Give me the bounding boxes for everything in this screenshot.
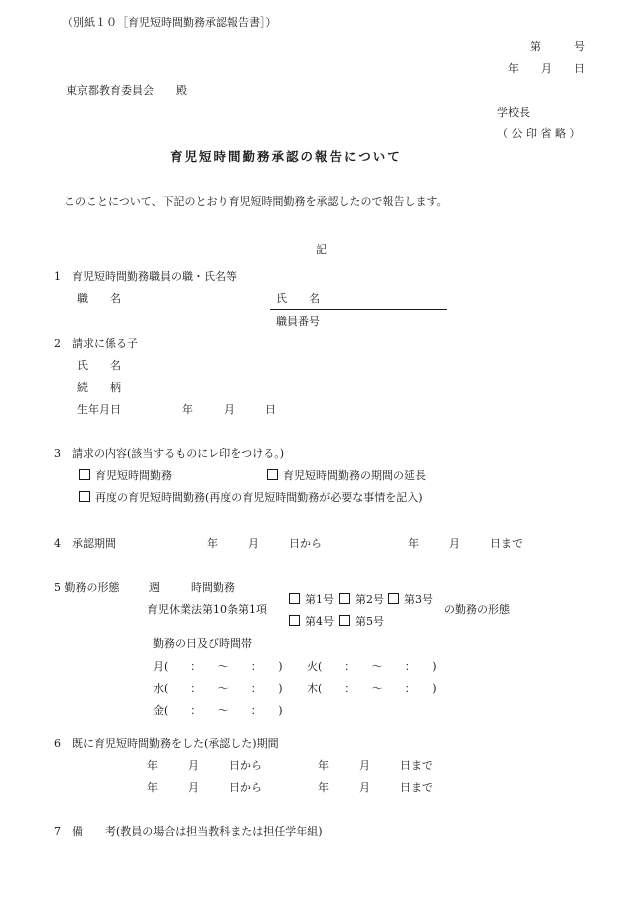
approval-until: 日まで [490,537,523,550]
option-no5-label: 第5号 [355,615,384,628]
addressee: 東京都教育委員会 殿 [66,84,187,97]
form-label: （別紙１０［育児短時間勤務承認報告書］） [62,16,277,29]
form-suffix: の勤務の形態 [444,603,510,616]
section-1-heading: 1 育児短時間勤務職員の職・氏名等 [54,270,237,283]
prev2-end-year: 年 [318,781,329,794]
birth-month-label: 月 [224,403,235,416]
thu-time: 木( ： ～ ： ) [307,682,437,695]
checkbox-again[interactable] [79,491,90,502]
ki-label: 記 [316,243,327,256]
section-4-heading: 4 承認期間 [54,537,116,550]
tue-time: 火( ： ～ ： ) [307,660,437,673]
wed-time: 水( ： ～ ： ) [153,682,283,695]
option-no4[interactable] [289,615,334,629]
checkbox-no3[interactable] [388,593,399,604]
option-extension-label: 育児短時間勤務の期間の延長 [283,469,426,482]
checkbox-short-time[interactable] [79,469,90,480]
document-date: 年 月 日 [508,62,585,75]
option-no4-label: 第4号 [305,615,334,628]
checkbox-no1[interactable] [289,593,300,604]
section-3-heading: 3 請求の内容(該当するものにレ印をつける。) [54,447,285,460]
prev2-start-month: 月 [188,781,199,794]
section-5-heading: 5 勤務の形態 [54,581,120,594]
prev1-from: 日から [229,759,262,772]
prev1-end-year: 年 [318,759,329,772]
law-label: 育児休業法第10条第1項 [147,603,267,616]
option-short-time[interactable] [79,469,172,483]
intro-text: このことについて、下記のとおり育児短時間勤務を承認したので報告します。 [64,195,448,208]
relation-label: 続 柄 [77,381,121,394]
section-7-heading: 7 備 考(教員の場合は担当教科または担任学年組) [54,825,323,838]
prev1-start-year: 年 [147,759,158,772]
option-no2[interactable] [339,593,384,607]
days-label: 勤務の日及び時間帯 [153,637,252,650]
fri-time: 金( ： ～ ： ) [153,704,283,717]
position-label: 職 名 [77,292,121,305]
option-short-time-label: 育児短時間勤務 [95,469,172,482]
option-no5[interactable] [339,615,384,629]
option-again-label: 再度の育児短時間勤務(再度の育児短時間勤務が必要な事情を記入) [95,491,423,504]
approval-end-month: 月 [449,537,460,550]
principal-label: 学校長 [497,106,530,119]
birthdate-label: 生年月日 [77,403,121,416]
section-6-heading: 6 既に育児短時間勤務をした(承認した)期間 [54,737,279,750]
document-number: 第 号 [530,40,585,53]
option-again[interactable] [79,491,423,505]
approval-start-year: 年 [207,537,218,550]
option-no3[interactable] [388,593,433,607]
section-2-heading: 2 請求に係る子 [54,337,138,350]
checkbox-no5[interactable] [339,615,350,626]
birth-year-label: 年 [182,403,193,416]
name-underline [270,309,447,310]
prev2-until: 日まで [400,781,433,794]
page-title: 育児短時間勤務承認の報告について [170,149,402,164]
mon-time: 月( ： ～ ： ) [153,660,283,673]
approval-start-month: 月 [248,537,259,550]
option-no1[interactable] [289,593,334,607]
prev2-end-month: 月 [359,781,370,794]
prev1-start-month: 月 [188,759,199,772]
checkbox-no4[interactable] [289,615,300,626]
option-no2-label: 第2号 [355,593,384,606]
child-name-label: 氏 名 [77,359,121,372]
prev1-until: 日まで [400,759,433,772]
birth-day-label: 日 [265,403,276,416]
option-extension[interactable] [267,469,426,483]
seal-omitted: （ 公 印 省 略 ） [497,127,581,140]
option-no3-label: 第3号 [404,593,433,606]
approval-end-year: 年 [408,537,419,550]
week-label: 週 [149,581,160,594]
prev2-start-year: 年 [147,781,158,794]
prev1-end-month: 月 [359,759,370,772]
option-no1-label: 第1号 [305,593,334,606]
checkbox-no2[interactable] [339,593,350,604]
hours-label: 時間勤務 [191,581,235,594]
checkbox-extension[interactable] [267,469,278,480]
prev2-from: 日から [229,781,262,794]
name-label: 氏 名 [276,292,320,305]
approval-from: 日から [289,537,322,550]
staff-number-label: 職員番号 [276,315,320,328]
